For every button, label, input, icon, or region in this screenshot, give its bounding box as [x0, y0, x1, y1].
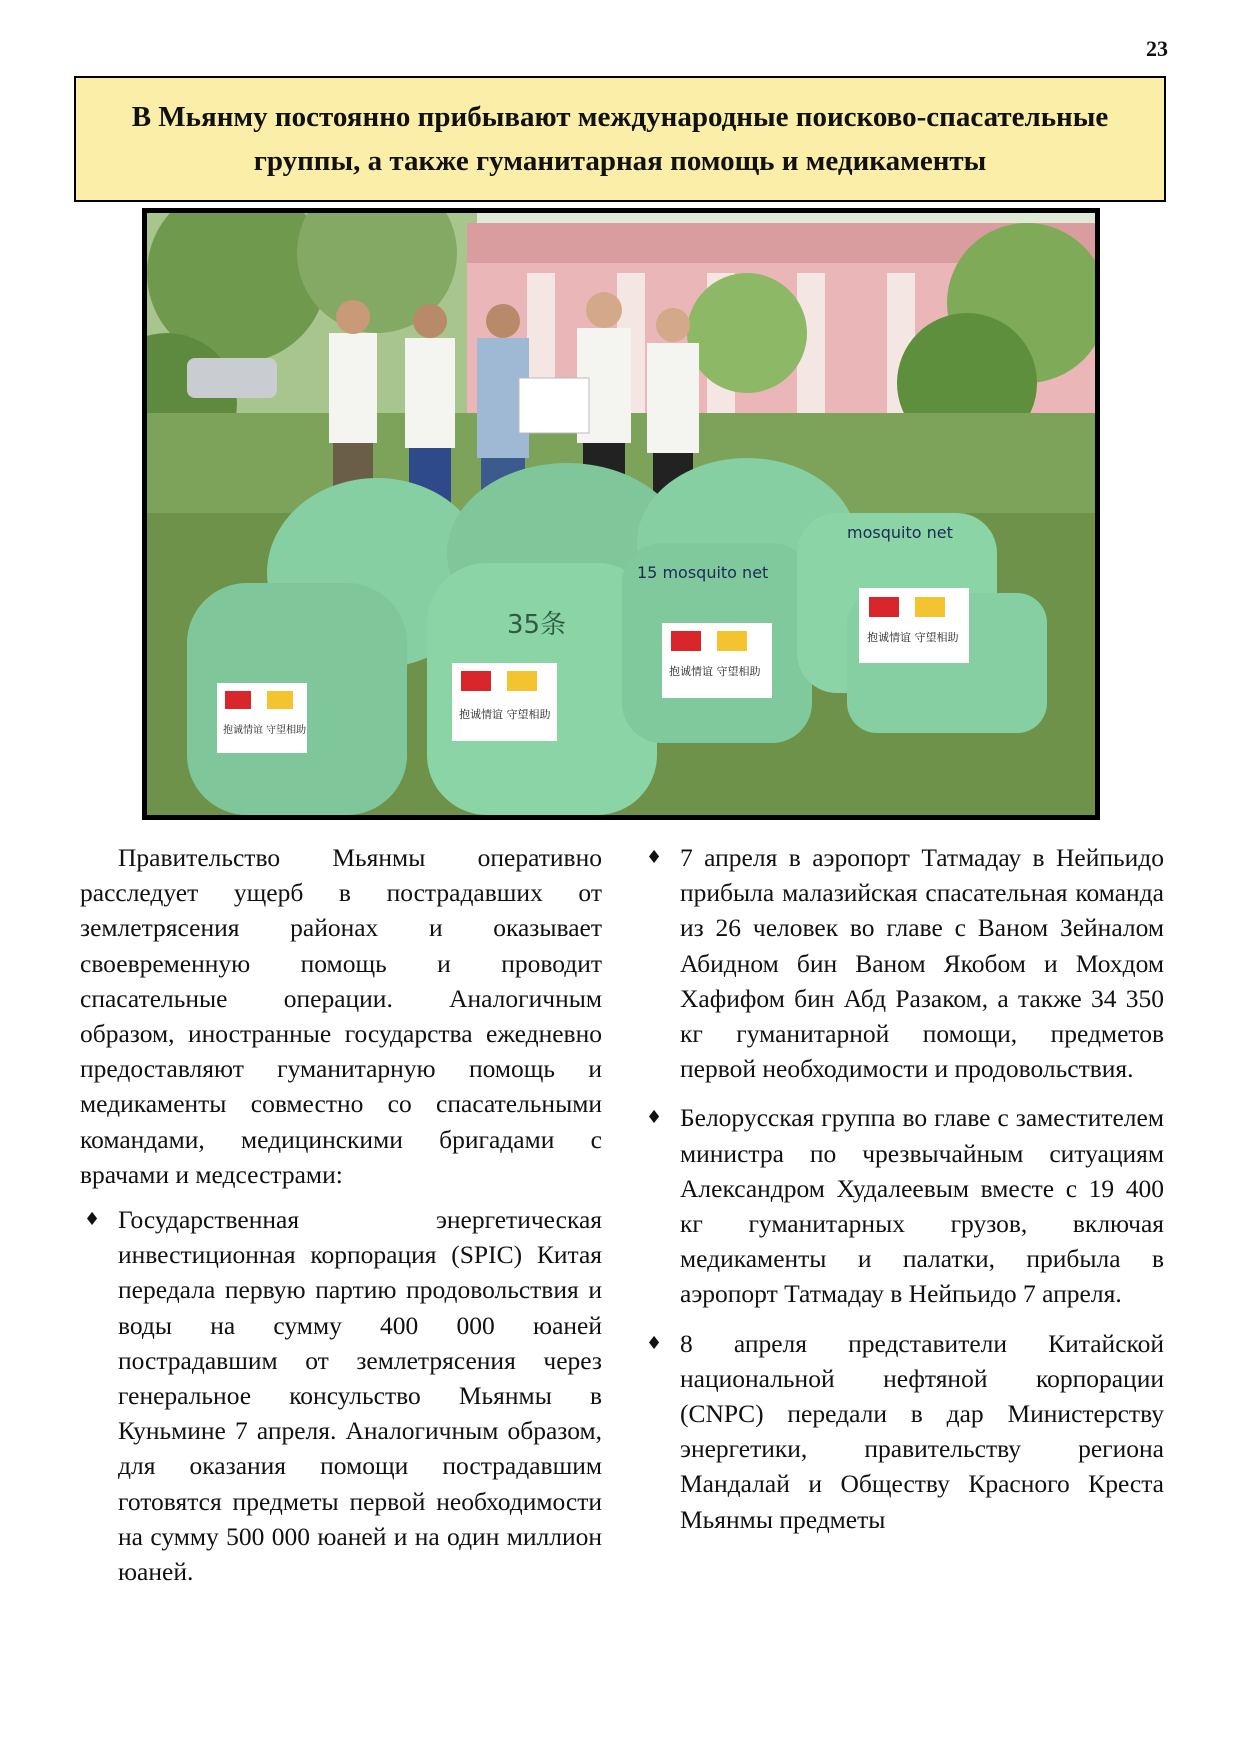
sack-label-3: 抱诚情谊 守望相助: [669, 665, 761, 678]
sack-label-4: 抱诚情谊 守望相助: [867, 631, 959, 644]
sack-writing-3: 35条: [507, 610, 567, 640]
photo-aid-handover-icon: [147, 213, 1095, 815]
list-item: [642, 1100, 1164, 1311]
bullet-icon: ♦: [646, 847, 663, 868]
bullet-text: Белорусская группа во главе с заместителем министра по чрезвычайным ситуациям Александром Худалеевым вместе с 19 400 кг гуманитарных грузов, включая медикаменты и палатки, прибыла в аэропорт Татмадау в Нейпьидо 7 апреля.: [680, 1103, 1164, 1309]
bullet-icon: ♦: [84, 1209, 101, 1231]
page-number: 23: [1146, 36, 1168, 61]
sack-label-2: 抱诚情谊 守望相助: [459, 708, 551, 721]
photo: [142, 208, 1100, 820]
bullet-icon: ♦: [646, 1107, 663, 1129]
list-item: [642, 1326, 1164, 1537]
list-item: [642, 840, 1164, 1086]
sack-writing-2: mosquito net: [847, 523, 953, 542]
right-bullet-list: [642, 840, 1164, 1537]
sack-writing-1: 15 mosquito net: [637, 563, 769, 582]
headline-box: [74, 76, 1166, 202]
right-column: [642, 840, 1164, 1551]
bullet-text: 7 апреля в аэропорт Татмадау в Нейпьидо прибыла малазийская спасательная команда из 26 человек во главе с Ваном Зейналом Абидном бин Ваном Якобом и Мохдом Хафифом бин Абд Разаком, а также 34 350 кг гуманитарной помощи, предметов первой необходимости и продовольствия.: [680, 843, 1164, 1084]
bullet-text: 8 апреля представители Китайской национальной нефтяной корпорации (CNPC) передали в дар Министерству энергетики, правительству региона Мандалай и Обществу Красного Креста Мьянмы предметы: [680, 1328, 1164, 1534]
left-column: [80, 840, 602, 1603]
left-bullet-list: [80, 1202, 602, 1589]
intro-paragraph: Правительство Мьянмы оперативно расследует ущерб в пострадавших от землетрясения районах и оказывает своевременную помощь и проводит спасательные операции. Аналогичным образом, иностранные государства ежедневно предоставляют гуманитарную помощь и медикаменты совместно со спасательными командами, медицинскими бригадами с врачами и медсестрами:: [80, 843, 602, 1189]
list-item: [80, 1202, 602, 1589]
sack-label-1: 抱诚情谊 守望相助: [223, 725, 307, 736]
bullet-icon: ♦: [646, 1332, 663, 1354]
bullet-text: Государственная энергетическая инвестиционная корпорация (SPIC) Китая передала первую партию продовольствия и воды на сумму 400 000 юаней пострадавшим от землетрясения через генеральное консульство Мьянмы в Куньмине 7 апреля. Аналогичным образом, для оказания помощи пострадавшим готовятся предметы первой необходимости на сумму 500 000 юаней и на один миллион юаней.: [118, 1205, 602, 1587]
headline: В Мьянму постоянно прибывают международные поисково-спасательные группы, а также гуманитарная помощь и медикаменты: [131, 101, 1109, 177]
